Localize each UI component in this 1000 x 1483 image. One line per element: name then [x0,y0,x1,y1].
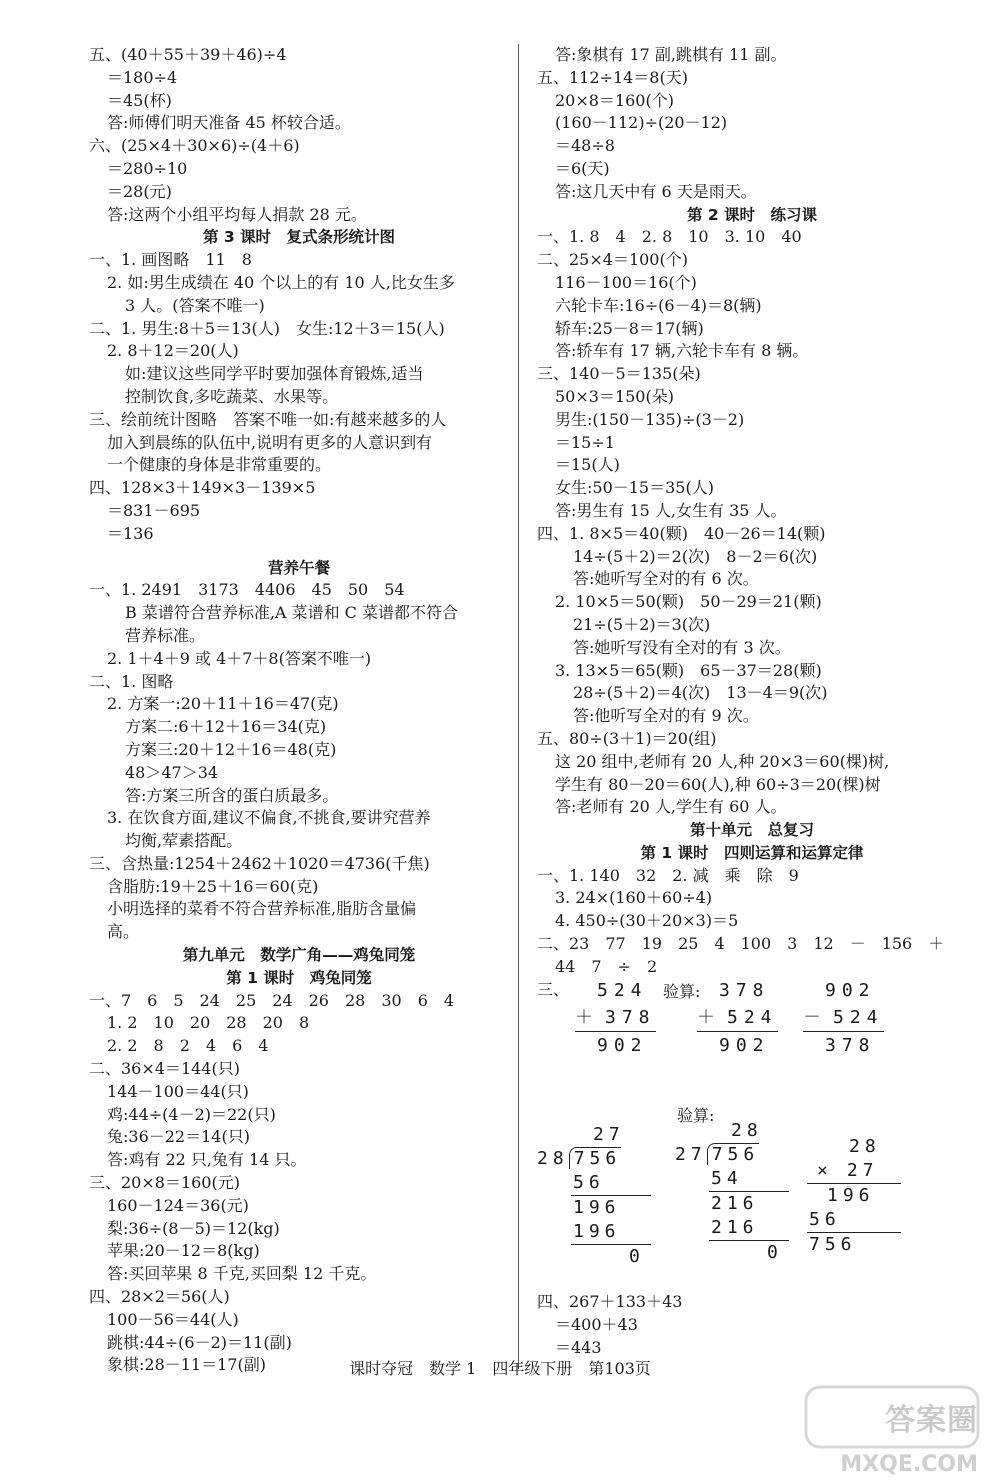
answer-line: 含脂肪:19＋25＋16＝60(克) [107,876,319,896]
section-heading: 第十单元 总复习 [689,821,814,840]
answer-line: 三、20×8＝160(元) [89,1173,240,1193]
answer-line: 二、36×4＝144(只) [89,1059,240,1079]
answer-line: (160－112)÷(20－12) [555,113,728,133]
step1-product: 54 [711,1168,743,1190]
minus-sign: － [803,1007,827,1029]
answer-line: 方案二:6＋12＋16＝34(克) [125,717,327,737]
dividend: 756 [569,1147,622,1169]
quotient: 27 [593,1124,625,1146]
answer-line: 五、112÷14＝8(天) [537,67,688,87]
answer-line: 答:鸡有 22 只,兔有 14 只。 [107,1150,307,1170]
subtraction-902-524 [803,977,884,1059]
section-heading: 第 1 课时 鸡兔同笼 [226,968,372,987]
section-heading: 营养午餐 [267,558,330,577]
answer-line: 如:建议这些同学平时要加强体育锻炼,适当 [125,364,424,384]
step1-remainder: 196 [571,1195,651,1220]
answer-line: ＝400＋43 [555,1315,638,1335]
product-result: 756 [807,1232,901,1257]
answer-line: 答:轿车有 17 辆,六轮卡车有 8 辆。 [555,341,809,361]
check-label-2: 验算: [677,1106,715,1126]
factor-bottom-value: 27 [846,1160,879,1182]
answer-line: 20×8＝160(个) [555,90,674,110]
answer-line: 五、(40＋55＋39＋46)÷4 [89,45,287,64]
answer-line: 四、267＋133＋43 [537,1292,683,1312]
factor-bottom [807,1159,901,1183]
spacer [89,546,509,557]
answer-line: 三、含热量:1254＋2462＋1020＝4736(千焦) [89,853,430,873]
addition-378-524 [697,977,778,1059]
answer-line: 二、1. 图略 [89,671,174,691]
answer-line: 高。 [107,922,140,942]
right-column [537,44,967,1360]
answer-line: 跳棋:44÷(6－2)＝11(副) [107,1332,292,1352]
plus-sign: ＋ [575,1007,599,1029]
answer-line: 鸡:44÷(4－2)＝22(只) [107,1104,276,1124]
answer-line: 3. 在饮食方面,建议不偏食,不挑食,要讲究营养 [107,808,431,828]
answer-line: 答:他听写全对的有 9 次。 [573,706,759,726]
answer-line: 兔:36－22＝14(只) [107,1127,250,1147]
answer-line: 答:这几天中有 6 天是雨天。 [555,181,757,201]
section-heading: 第九单元 数学广角——鸡兔同笼 [182,946,416,965]
answer-line: 均衡,荤素搭配。 [125,831,243,851]
answer-line: 2. 8＋12＝20(人) [107,341,239,361]
answer-line: 二、25×4＝100(个) [537,250,688,270]
answer-line: ＝280÷10 [107,158,188,178]
answer-line: 女生:50－15＝35(人) [555,478,714,498]
addend-top: 524 [597,980,648,1002]
step2-product: 216 [711,1217,759,1239]
divisor-dividend [537,1147,651,1171]
answer-line: 三、140－5＝135(朵) [537,364,701,384]
answer-line: 象棋:28－11＝17(副) [107,1355,266,1375]
answer-line: 这 20 组中,老师有 20 人,种 20×3＝60(棵)树, [555,751,890,771]
watermark-url: MXQE.COM [840,1452,978,1477]
answer-line: 三、绘前统计图略 答案不唯一如:有越来越多的人 [89,409,447,429]
answer-line: ＝15(人) [555,455,620,475]
answer-line: 梨:36÷(8－5)＝12(kg) [107,1218,280,1238]
watermark-text: 答案圈 [885,1403,978,1438]
answer-line: 2. 10×5＝50(颗) 50－29＝21(颗) [555,592,822,612]
column-divider [518,44,519,1369]
left-column [89,44,509,1377]
remainder: 0 [571,1244,651,1269]
answer-line: 3 人。(答案不唯一) [125,295,265,315]
answer-line: 答:象棋有 17 副,跳棋有 11 副。 [555,45,787,64]
answer-line: 144－100＝44(只) [107,1081,249,1101]
answer-line: ＝48÷8 [555,136,615,156]
answer-line: 答:方案三所含的蛋白质最多。 [125,785,339,805]
answer-line: 二、1. 男生:8＋5＝13(人) 女生:12＋3＝15(人) [89,318,445,338]
answer-line: 4. 450÷(30＋20×3)＝5 [555,911,739,931]
answer-line: 加入到晨练的队伍中,说明有更多的人意识到有 [107,432,433,452]
answer-line: 方案三:20＋12＋16＝48(克) [125,739,337,759]
answer-line: ＝443 [555,1338,602,1358]
answer-line: 四、28×2＝56(人) [89,1287,230,1307]
answer-line: 2. 如:男生成绩在 40 个以上的有 10 人,比女生多 [107,272,455,292]
answer-line: 答:这两个小组平均每人捐款 28 元。 [107,204,367,224]
page-footer: 课时夺冠 数学 1 四年级下册 第103页 [349,1359,651,1378]
answer-line: 答:她听写全对的有 6 次。 [573,569,759,589]
answer-line: 3. 13×5＝65(颗) 65－37＝28(颗) [555,660,822,680]
answer-line: 44 7 ÷ 2 [555,956,658,976]
answer-line: 14÷(5＋2)＝2(次) 8－2＝6(次) [573,546,818,566]
answer-line: 28÷(5＋2)＝4(次) 13－4＝9(次) [573,683,828,703]
answer-line: 三、 [537,979,570,999]
answer-line: 学生有 80－20＝60(人),种 60÷3＝20(棵)树 [555,774,881,794]
answer-line: 四、1. 8×5＝40(颗) 40－26＝14(颗) [537,523,826,543]
answer-line: ＝28(元) [107,181,172,201]
dividend: 756 [707,1143,760,1165]
addend-bottom-value: 378 [605,1007,656,1029]
minuend: 902 [825,980,876,1002]
answer-line: ＝15÷1 [555,432,615,452]
answer-line: 2. 方案一:20＋11＋16＝47(克) [107,694,339,714]
answer-line: 3. 24×(160＋60÷4) [555,888,713,908]
answer-line: 六、(25×4＋30×6)÷(4＋6) [89,136,300,156]
partial-product-2: 56 [809,1209,841,1231]
answer-line: ＝45(杯) [107,90,172,110]
vertical-calculations [537,980,967,1291]
step1-remainder: 216 [709,1191,789,1216]
subtrahend [803,1004,884,1031]
step2-product: 196 [573,1221,621,1243]
answer-line: 一、1. 140 32 2. 减 乘 除 9 [537,865,799,885]
difference-result: 378 [803,1031,884,1059]
answer-line: 一个健康的身体是非常重要的。 [107,455,332,475]
answer-line: B 菜谱符合营养标准,A 菜谱和 C 菜谱都不符合 [125,603,458,623]
answer-line: 一、1. 2491 3173 4406 45 50 54 [89,580,405,600]
answer-line: 答:师傅们明天准备 45 杯较合适。 [107,113,351,133]
answer-line: 116－100＝16(个) [555,272,697,292]
answer-line: 2. 1＋4＋9 或 4＋7＋8(答案不唯一) [107,648,372,668]
answer-line: 控制饮食,多吃蔬菜、水果等。 [125,386,339,406]
answer-line: 答:买回苹果 8 千克,买回梨 12 千克。 [107,1264,377,1284]
answer-line: 六轮卡车:16÷(6－4)＝8(辆) [555,295,762,315]
right-column-text [537,44,967,1001]
sum-result: 902 [575,1031,656,1059]
answer-line: ＝180÷4 [107,67,178,87]
plus-sign: ＋ [697,1007,721,1029]
answer-line: 四、128×3＋149×3－139×5 [89,478,316,498]
answer-line: 一、1. 8 4 2. 8 10 3. 10 40 [537,227,802,247]
right-column-tail [537,1291,967,1359]
factor-top: 28 [849,1136,881,1158]
addition-check-row [537,980,967,1113]
section-heading: 第 2 课时 练习课 [686,205,818,224]
addition-524-378 [575,977,656,1059]
check-label: 验算: [663,982,701,1002]
answer-line: 答:她听写没有全对的有 3 次。 [573,637,791,657]
addend-top: 378 [719,980,770,1002]
addend-bottom [575,1004,656,1031]
step1-product: 56 [573,1172,605,1194]
divisor: 28 [537,1148,569,1170]
section-heading: 第 3 课时 复式条形统计图 [202,228,396,247]
addend-bottom [697,1004,778,1031]
answer-line: ＝6(天) [555,158,610,178]
answer-line: 答:老师有 20 人,学生有 60 人。 [555,797,787,817]
answer-line: 二、23 77 19 25 4 100 3 12 － 156 ＋ [537,934,945,954]
multiplication-28-27 [807,1135,901,1257]
quotient: 28 [731,1120,763,1142]
answer-line: 21÷(5＋2)＝3(次) [573,614,711,634]
answer-line: 男生:(150－135)÷(3－2) [555,409,745,429]
sum-result: 902 [697,1031,778,1059]
answer-line: 营养标准。 [125,625,206,645]
divisor: 27 [675,1144,707,1166]
partial-product-1: 196 [807,1183,901,1208]
answer-line: 答:男生有 15 人,女生有 35 人。 [555,500,787,520]
answer-line: 一、7 6 5 24 25 24 26 28 30 6 4 [89,990,455,1010]
division-check-row [537,1106,967,1291]
answer-line: 160－124＝36(元) [107,1195,249,1215]
answer-line: 100－56＝44(人) [107,1309,239,1329]
answer-line: 苹果:20－12＝8(kg) [107,1241,260,1261]
answer-line: ＝136 [107,523,154,543]
answer-line: 2. 2 8 2 4 6 4 [107,1036,269,1056]
answer-line: 48＞47＞34 [125,762,219,782]
answer-line: 五、80÷(3＋1)＝20(组) [537,728,717,748]
answer-line: ＝831－695 [107,500,201,520]
long-division-756-27 [675,1119,789,1265]
answer-line: 50×3＝150(朵) [555,386,674,406]
subtrahend-value: 524 [833,1007,884,1029]
remainder: 0 [709,1240,789,1265]
answer-line: 小明选择的菜肴不符合营养标准,脂肪含量偏 [107,899,417,919]
times-sign: × [817,1160,833,1182]
answer-line: 轿车:25－8＝17(辆) [555,318,704,338]
divisor-dividend [675,1143,789,1167]
section-heading: 第 1 课时 四则运算和运算定律 [640,843,864,862]
answer-line: 一、1. 画图略 11 8 [89,250,252,270]
long-division-756-28 [537,1123,651,1269]
addend-bottom-value: 524 [727,1007,778,1029]
answer-line: 1. 2 10 20 28 20 8 [107,1013,310,1033]
